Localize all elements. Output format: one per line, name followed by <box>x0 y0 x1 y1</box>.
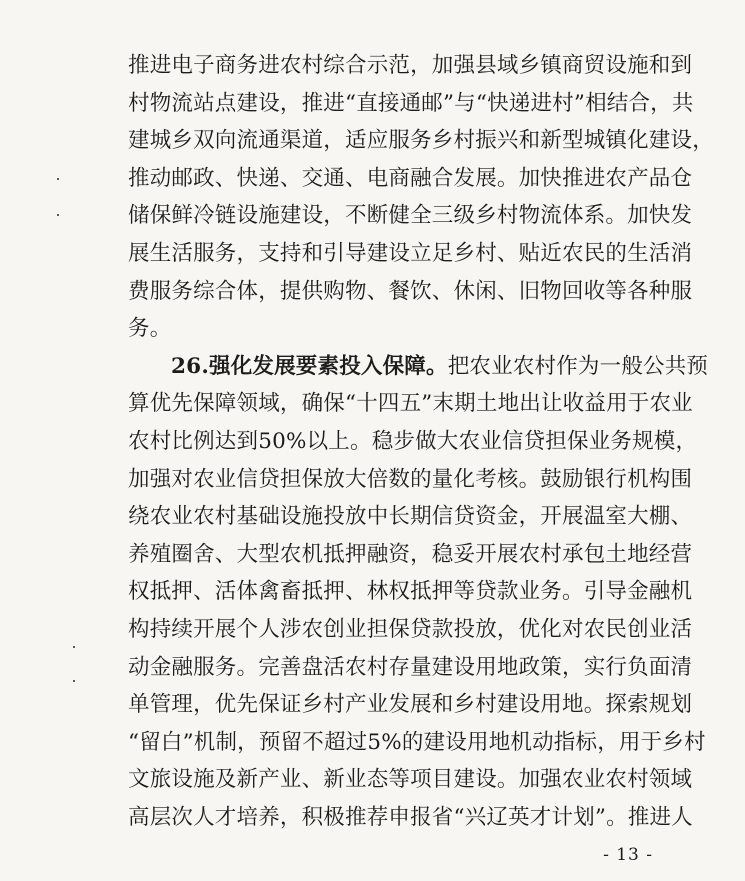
text-line: 展生活服务，支持和引导建设立足乡村、贴近农民的生活消 <box>128 240 693 266</box>
text-line: 建城乡双向流通渠道，适应服务乡村振兴和新型城镇化建设， <box>128 128 714 154</box>
section-26-heading: 26.强化发展要素投入保障。 <box>171 353 448 379</box>
body-text <box>128 47 714 836</box>
page-number: - 13 - <box>603 845 653 865</box>
text-line: 农村比例达到50%以上。稳步做大农业信贷担保业务规模， <box>128 428 698 454</box>
text-line: 推进电子商务进农村综合示范，加强县域乡镇商贸设施和到 <box>128 53 693 78</box>
text-line: 养殖圈舍、大型农机抵押融资，稳妥开展农村承包土地经营 <box>128 541 693 567</box>
text-line: 村物流站点建设，推进“直接通邮”与“快递进村”相结合，共 <box>128 90 694 116</box>
scan-mark <box>57 214 59 216</box>
text-line: 推动邮政、快递、交通、电商融合发展。加快推进农产品仓 <box>128 165 693 191</box>
text-line: 绕农业农村基础设施投放中长期信贷资金，开展温室大棚、 <box>128 504 693 530</box>
text-line: 动金融服务。完善盘活农村存量建设用地政策，实行负面清 <box>128 654 693 680</box>
text-line: 算优先保障领域，确保“十四五”末期土地出让收益用于农业 <box>128 391 693 417</box>
text-line: 费服务综合体，提供购物、餐饮、休闲、旧物回收等各种服 <box>128 278 693 304</box>
scan-mark <box>73 646 75 648</box>
scan-mark <box>73 680 75 682</box>
text-line: 文旅设施及新产业、新业态等项目建设。加强农业农村领域 <box>128 767 693 793</box>
text-line: 储保鲜冷链设施建设，不断健全三级乡村物流体系。加快发 <box>128 203 693 229</box>
scan-mark <box>57 178 59 180</box>
text-line: 构持续开展个人涉农创业担保贷款投放，优化对农民创业活 <box>128 616 693 642</box>
text-line: 加强对农业信贷担保放大倍数的量化考核。鼓励银行机构围 <box>128 466 693 492</box>
section-26-first-line-text: 把农业农村作为一般公共预 <box>447 353 709 379</box>
text-line: 务。 <box>128 316 172 342</box>
text-line: 单管理，优先保证乡村产业发展和乡村建设用地。探索规划 <box>128 692 693 718</box>
text-line: “留白”机制，预留不超过5%的建设用地机动指标，用于乡村 <box>128 729 706 755</box>
section-26-first-line <box>128 348 709 386</box>
text-line: 权抵押、活体禽畜抵押、林权抵押等贷款业务。引导金融机 <box>128 579 693 605</box>
text-line: 高层次人才培养，积极推荐申报省“兴辽英才计划”。推进人 <box>128 804 693 830</box>
